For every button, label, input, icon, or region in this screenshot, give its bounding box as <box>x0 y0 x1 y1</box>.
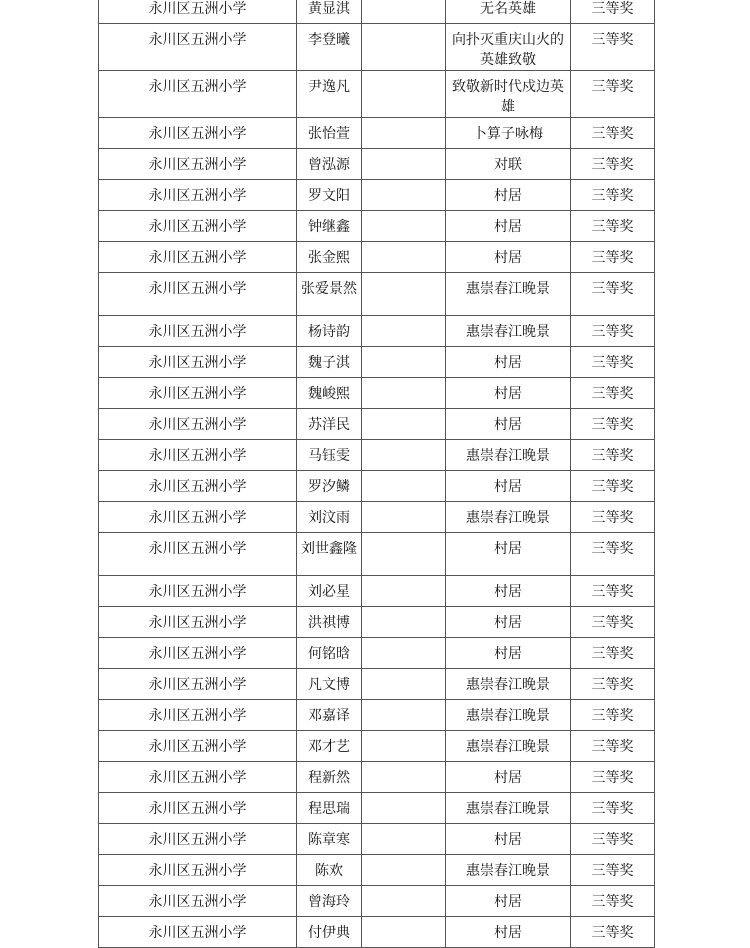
student-name-cell: 刘世鑫隆 <box>297 533 362 576</box>
student-name-cell: 刘必星 <box>297 576 362 607</box>
table-row <box>99 533 655 576</box>
work-title-cell: 惠崇春江晚景 <box>446 316 571 347</box>
student-name-cell: 张怡萱 <box>297 118 362 149</box>
table-row <box>99 118 655 149</box>
table-row <box>99 471 655 502</box>
empty-cell <box>362 576 446 607</box>
school-cell: 永川区五洲小学 <box>99 440 297 471</box>
school-cell: 永川区五洲小学 <box>99 855 297 886</box>
school-cell: 永川区五洲小学 <box>99 149 297 180</box>
school-cell: 永川区五洲小学 <box>99 347 297 378</box>
work-title-cell: 无名英雄 <box>446 0 571 24</box>
empty-cell <box>362 762 446 793</box>
student-name-cell: 罗文阳 <box>297 180 362 211</box>
empty-cell <box>362 440 446 471</box>
table-row <box>99 409 655 440</box>
empty-cell <box>362 0 446 24</box>
table-row <box>99 440 655 471</box>
empty-cell <box>362 824 446 855</box>
work-title-cell: 惠崇春江晚景 <box>446 855 571 886</box>
award-cell: 三等奖 <box>571 273 655 316</box>
student-name-cell: 程思瑞 <box>297 793 362 824</box>
empty-cell <box>362 24 446 71</box>
empty-cell <box>362 669 446 700</box>
school-cell: 永川区五洲小学 <box>99 886 297 917</box>
award-cell: 三等奖 <box>571 211 655 242</box>
award-cell: 三等奖 <box>571 638 655 669</box>
student-name-cell: 钟继鑫 <box>297 211 362 242</box>
award-cell: 三等奖 <box>571 149 655 180</box>
school-cell: 永川区五洲小学 <box>99 731 297 762</box>
empty-cell <box>362 731 446 762</box>
work-title-cell: 村居 <box>446 824 571 855</box>
student-name-cell: 付伊典 <box>297 917 362 948</box>
student-name-cell: 尹逸凡 <box>297 71 362 118</box>
school-cell: 永川区五洲小学 <box>99 242 297 273</box>
award-cell: 三等奖 <box>571 440 655 471</box>
table-row <box>99 762 655 793</box>
table-row <box>99 793 655 824</box>
work-title-cell: 惠崇春江晚景 <box>446 700 571 731</box>
empty-cell <box>362 607 446 638</box>
school-cell: 永川区五洲小学 <box>99 502 297 533</box>
award-cell: 三等奖 <box>571 917 655 948</box>
empty-cell <box>362 471 446 502</box>
school-cell: 永川区五洲小学 <box>99 71 297 118</box>
student-name-cell: 罗汐鳞 <box>297 471 362 502</box>
award-cell: 三等奖 <box>571 576 655 607</box>
award-cell: 三等奖 <box>571 731 655 762</box>
award-cell: 三等奖 <box>571 316 655 347</box>
empty-cell <box>362 855 446 886</box>
award-cell: 三等奖 <box>571 886 655 917</box>
empty-cell <box>362 700 446 731</box>
empty-cell <box>362 71 446 118</box>
award-table <box>98 0 655 948</box>
work-title-cell: 村居 <box>446 409 571 440</box>
work-title-cell: 向扑灭重庆山火的英雄致敬 <box>446 24 571 71</box>
table-row <box>99 71 655 118</box>
award-cell: 三等奖 <box>571 700 655 731</box>
school-cell: 永川区五洲小学 <box>99 576 297 607</box>
work-title-cell: 村居 <box>446 607 571 638</box>
table-row <box>99 669 655 700</box>
award-cell: 三等奖 <box>571 0 655 24</box>
school-cell: 永川区五洲小学 <box>99 533 297 576</box>
award-cell: 三等奖 <box>571 471 655 502</box>
award-cell: 三等奖 <box>571 242 655 273</box>
student-name-cell: 凡文博 <box>297 669 362 700</box>
empty-cell <box>362 793 446 824</box>
school-cell: 永川区五洲小学 <box>99 24 297 71</box>
work-title-cell: 村居 <box>446 638 571 669</box>
award-cell: 三等奖 <box>571 669 655 700</box>
award-cell: 三等奖 <box>571 762 655 793</box>
table-row <box>99 347 655 378</box>
student-name-cell: 邓才艺 <box>297 731 362 762</box>
work-title-cell: 惠崇春江晚景 <box>446 273 571 316</box>
school-cell: 永川区五洲小学 <box>99 638 297 669</box>
work-title-cell: 惠崇春江晚景 <box>446 502 571 533</box>
work-title-cell: 村居 <box>446 180 571 211</box>
school-cell: 永川区五洲小学 <box>99 180 297 211</box>
award-cell: 三等奖 <box>571 24 655 71</box>
student-name-cell: 陈章寒 <box>297 824 362 855</box>
student-name-cell: 邓嘉译 <box>297 700 362 731</box>
table-row <box>99 886 655 917</box>
empty-cell <box>362 242 446 273</box>
student-name-cell: 陈欢 <box>297 855 362 886</box>
student-name-cell: 程新然 <box>297 762 362 793</box>
table-row <box>99 855 655 886</box>
award-table-body <box>99 0 655 948</box>
table-row <box>99 0 655 24</box>
empty-cell <box>362 211 446 242</box>
award-cell: 三等奖 <box>571 180 655 211</box>
school-cell: 永川区五洲小学 <box>99 917 297 948</box>
student-name-cell: 马钰雯 <box>297 440 362 471</box>
school-cell: 永川区五洲小学 <box>99 316 297 347</box>
empty-cell <box>362 378 446 409</box>
work-title-cell: 惠崇春江晚景 <box>446 793 571 824</box>
table-row <box>99 731 655 762</box>
student-name-cell: 张金熙 <box>297 242 362 273</box>
award-cell: 三等奖 <box>571 409 655 440</box>
empty-cell <box>362 273 446 316</box>
student-name-cell: 曾海玲 <box>297 886 362 917</box>
student-name-cell: 何铭晗 <box>297 638 362 669</box>
school-cell: 永川区五洲小学 <box>99 378 297 409</box>
table-row <box>99 824 655 855</box>
work-title-cell: 卜算子咏梅 <box>446 118 571 149</box>
school-cell: 永川区五洲小学 <box>99 762 297 793</box>
school-cell: 永川区五洲小学 <box>99 211 297 242</box>
award-cell: 三等奖 <box>571 793 655 824</box>
work-title-cell: 村居 <box>446 533 571 576</box>
work-title-cell: 村居 <box>446 886 571 917</box>
work-title-cell: 致敬新时代戍边英雄 <box>446 71 571 118</box>
school-cell: 永川区五洲小学 <box>99 607 297 638</box>
award-cell: 三等奖 <box>571 607 655 638</box>
school-cell: 永川区五洲小学 <box>99 118 297 149</box>
table-row <box>99 316 655 347</box>
school-cell: 永川区五洲小学 <box>99 700 297 731</box>
table-row <box>99 917 655 948</box>
student-name-cell: 黄显淇 <box>297 0 362 24</box>
empty-cell <box>362 638 446 669</box>
table-row <box>99 607 655 638</box>
award-cell: 三等奖 <box>571 855 655 886</box>
student-name-cell: 魏子淇 <box>297 347 362 378</box>
work-title-cell: 村居 <box>446 762 571 793</box>
student-name-cell: 苏洋民 <box>297 409 362 440</box>
empty-cell <box>362 533 446 576</box>
work-title-cell: 惠崇春江晚景 <box>446 669 571 700</box>
award-cell: 三等奖 <box>571 347 655 378</box>
work-title-cell: 村居 <box>446 242 571 273</box>
table-row <box>99 149 655 180</box>
student-name-cell: 李登曦 <box>297 24 362 71</box>
empty-cell <box>362 316 446 347</box>
empty-cell <box>362 502 446 533</box>
school-cell: 永川区五洲小学 <box>99 824 297 855</box>
student-name-cell: 洪祺博 <box>297 607 362 638</box>
table-row <box>99 378 655 409</box>
school-cell: 永川区五洲小学 <box>99 669 297 700</box>
empty-cell <box>362 886 446 917</box>
award-cell: 三等奖 <box>571 502 655 533</box>
student-name-cell: 魏峻熙 <box>297 378 362 409</box>
work-title-cell: 村居 <box>446 576 571 607</box>
student-name-cell: 曾泓源 <box>297 149 362 180</box>
table-row <box>99 700 655 731</box>
award-list-page <box>98 0 654 948</box>
award-cell: 三等奖 <box>571 533 655 576</box>
work-title-cell: 村居 <box>446 471 571 502</box>
table-row <box>99 242 655 273</box>
school-cell: 永川区五洲小学 <box>99 793 297 824</box>
table-row <box>99 638 655 669</box>
empty-cell <box>362 149 446 180</box>
student-name-cell: 刘汶雨 <box>297 502 362 533</box>
award-cell: 三等奖 <box>571 378 655 409</box>
student-name-cell: 张爱景然 <box>297 273 362 316</box>
work-title-cell: 村居 <box>446 211 571 242</box>
school-cell: 永川区五洲小学 <box>99 273 297 316</box>
empty-cell <box>362 409 446 440</box>
award-cell: 三等奖 <box>571 824 655 855</box>
empty-cell <box>362 347 446 378</box>
student-name-cell: 杨诗韵 <box>297 316 362 347</box>
school-cell: 永川区五洲小学 <box>99 471 297 502</box>
table-row <box>99 24 655 71</box>
table-row <box>99 211 655 242</box>
award-cell: 三等奖 <box>571 118 655 149</box>
table-row <box>99 180 655 211</box>
work-title-cell: 村居 <box>446 378 571 409</box>
table-row <box>99 576 655 607</box>
empty-cell <box>362 917 446 948</box>
school-cell: 永川区五洲小学 <box>99 0 297 24</box>
school-cell: 永川区五洲小学 <box>99 409 297 440</box>
empty-cell <box>362 180 446 211</box>
table-row <box>99 502 655 533</box>
work-title-cell: 惠崇春江晚景 <box>446 440 571 471</box>
work-title-cell: 惠崇春江晚景 <box>446 731 571 762</box>
work-title-cell: 村居 <box>446 917 571 948</box>
table-row <box>99 273 655 316</box>
work-title-cell: 对联 <box>446 149 571 180</box>
award-cell: 三等奖 <box>571 71 655 118</box>
empty-cell <box>362 118 446 149</box>
work-title-cell: 村居 <box>446 347 571 378</box>
